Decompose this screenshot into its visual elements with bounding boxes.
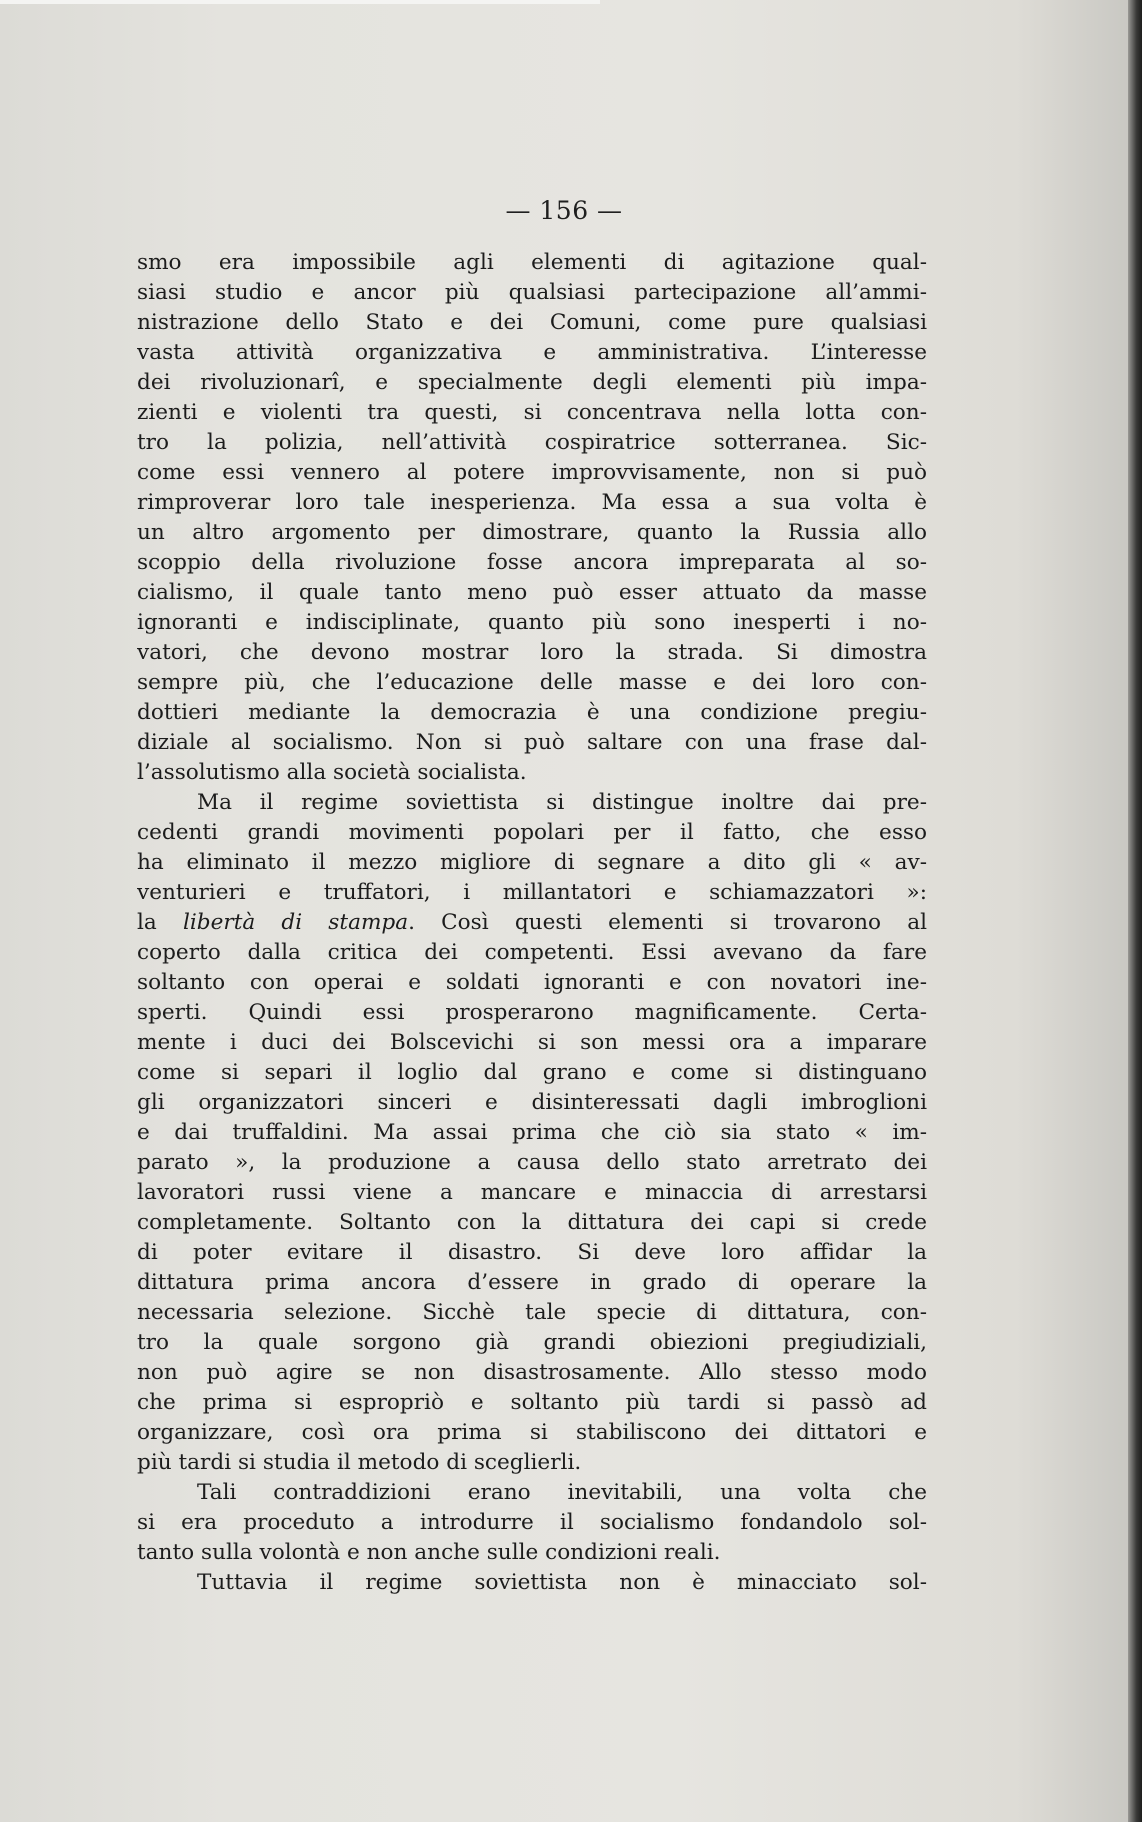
- text-line: siasi studio e ancor più qualsiasi partecipazione all’ammi-: [137, 280, 927, 305]
- text-line-segment: la: [137, 910, 183, 935]
- scan-border: [0, 0, 600, 4]
- text-line: dottieri mediante la democrazia è una condizione pregiu-: [137, 700, 927, 725]
- text-line: un altro argomento per dimostrare, quanto la Russia allo: [137, 520, 927, 545]
- text-line: dittatura prima ancora d’essere in grado di operare la: [137, 1270, 927, 1295]
- text-line: ignoranti e indisciplinate, quanto più sono inesperti i no-: [137, 610, 927, 635]
- italic-phrase: libertà di stampa: [182, 910, 409, 935]
- text-line-segment: . Così questi elementi si trovarono al: [408, 910, 927, 935]
- text-line: Tuttavia il regime soviettista non è minacciato sol-: [197, 1570, 927, 1595]
- text-line: rimproverar loro tale inesperienza. Ma essa a sua volta è: [137, 490, 927, 515]
- text-line: completamente. Soltanto con la dittatura dei capi si crede: [137, 1210, 927, 1235]
- text-line: zienti e violenti tra questi, si concentrava nella lotta con-: [137, 400, 927, 425]
- text-line: come si separi il loglio dal grano e come si distinguano: [137, 1060, 927, 1085]
- text-line: cialismo, il quale tanto meno può esser attuato da masse: [137, 580, 927, 605]
- text-line: diziale al socialismo. Non si può saltare con una frase dal-: [137, 730, 927, 755]
- text-line: venturieri e truffatori, i millantatori e schiamazzatori »:: [137, 880, 927, 905]
- text-line: dei rivoluzionarî, e specialmente degli elementi più impa-: [137, 370, 927, 395]
- text-line: tro la quale sorgono già grandi obiezioni pregiudiziali,: [137, 1330, 927, 1355]
- text-line: scoppio della rivoluzione fosse ancora impreparata al so-: [137, 550, 927, 575]
- text-line: Tali contraddizioni erano inevitabili, una volta che: [197, 1480, 927, 1505]
- text-line: ha eliminato il mezzo migliore di segnare a dito gli « av-: [137, 850, 927, 875]
- text-line: l’assolutismo alla società socialista.: [137, 760, 527, 785]
- text-line: soltanto con operai e soldati ignoranti e con novatori ine-: [137, 970, 927, 995]
- text-line: sperti. Quindi essi prosperarono magnificamente. Certa-: [137, 1000, 927, 1025]
- page-edge-shadow: [1128, 0, 1142, 1822]
- text-line: non può agire se non disastrosamente. Allo stesso modo: [137, 1360, 927, 1385]
- text-line: lavoratori russi viene a mancare e minaccia di arrestarsi: [137, 1180, 927, 1205]
- text-line: vasta attività organizzativa e amministrativa. L’interesse: [137, 340, 927, 365]
- text-line: sempre più, che l’educazione delle masse e dei loro con-: [137, 670, 927, 695]
- text-line: di poter evitare il disastro. Si deve loro affidar la: [137, 1240, 927, 1265]
- text-line: e dai truffaldini. Ma assai prima che ciò sia stato « im-: [137, 1120, 927, 1145]
- text-line: Ma il regime soviettista si distingue inoltre dai pre-: [197, 790, 927, 815]
- text-line: cedenti grandi movimenti popolari per il fatto, che esso: [137, 820, 927, 845]
- text-line: necessaria selezione. Sicchè tale specie di dittatura, con-: [137, 1300, 927, 1325]
- body-text: [137, 248, 927, 1598]
- text-line: nistrazione dello Stato e dei Comuni, come pure qualsiasi: [137, 310, 927, 335]
- text-line: tanto sulla volontà e non anche sulle condizioni reali.: [137, 1540, 721, 1565]
- text-line: come essi vennero al potere improvvisamente, non si può: [137, 460, 927, 485]
- text-line: parato », la produzione a causa dello stato arretrato dei: [137, 1150, 927, 1175]
- text-line: [137, 908, 927, 938]
- page-number: — 156 —: [505, 196, 623, 225]
- text-line: organizzare, così ora prima si stabiliscono dei dittatori e: [137, 1420, 927, 1445]
- text-line: più tardi si studia il metodo di sceglierli.: [137, 1450, 582, 1475]
- text-line: coperto dalla critica dei competenti. Essi avevano da fare: [137, 940, 927, 965]
- text-line: tro la polizia, nell’attività cospiratrice sotterranea. Sic-: [137, 430, 927, 455]
- text-line: che prima si espropriò e soltanto più tardi si passò ad: [137, 1390, 927, 1415]
- text-line: mente i duci dei Bolscevichi si son messi ora a imparare: [137, 1030, 927, 1055]
- text-line: vatori, che devono mostrar loro la strada. Si dimostra: [137, 640, 927, 665]
- text-line: si era proceduto a introdurre il socialismo fondandolo sol-: [137, 1510, 927, 1535]
- text-line: smo era impossibile agli elementi di agitazione qual-: [137, 250, 927, 275]
- text-line: gli organizzatori sinceri e disinteressati dagli imbroglioni: [137, 1090, 927, 1115]
